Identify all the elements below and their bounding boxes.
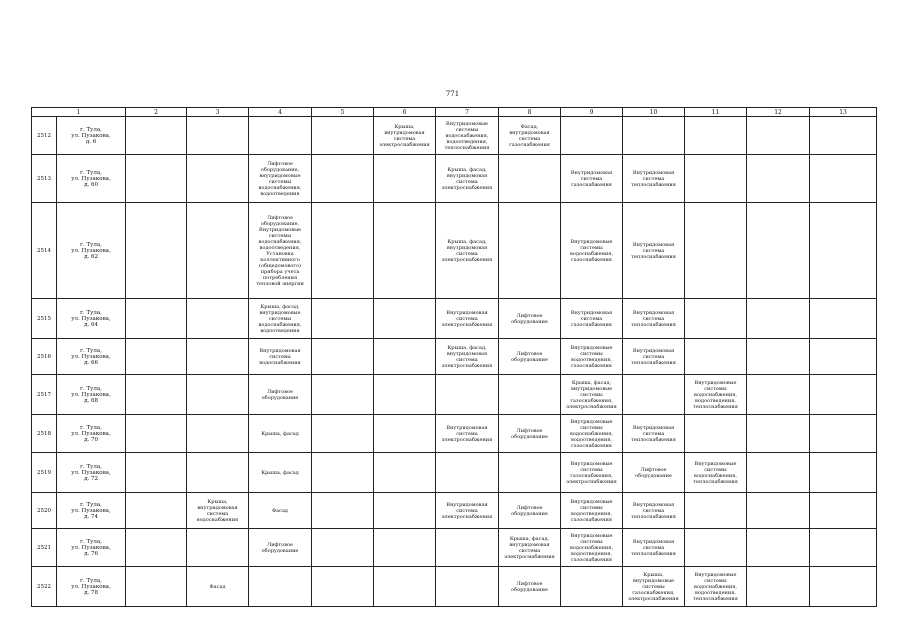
work-type-cell bbox=[623, 339, 685, 375]
work-type-cell bbox=[249, 155, 312, 203]
work-type-text: Внутридомовая система водоснабжения bbox=[259, 347, 301, 366]
column-header: 3 bbox=[187, 108, 249, 117]
work-type-cell bbox=[374, 375, 436, 415]
address-text: г. Тула, ул. Пузакова, д. 60 bbox=[71, 169, 111, 188]
work-type-cell bbox=[312, 339, 374, 375]
work-type-cell bbox=[499, 375, 561, 415]
work-type-text: Лифтовое оборудование bbox=[261, 388, 299, 401]
work-type-text: Внутридомовая система электроснабжения bbox=[441, 309, 493, 328]
repair-schedule-table bbox=[31, 107, 877, 607]
work-type-cell bbox=[685, 155, 747, 203]
work-type-cell bbox=[685, 117, 747, 155]
work-type-text: Внутридомовые системы водоснабжения, теплоснабжения bbox=[693, 460, 738, 485]
table-row bbox=[32, 339, 877, 375]
column-header: 7 bbox=[436, 108, 499, 117]
row-number: 2514 bbox=[32, 203, 57, 299]
work-type-text: Внутридомовая система электроснабжения bbox=[441, 424, 493, 443]
work-type-cell bbox=[312, 375, 374, 415]
work-type-text: Внутридомовые системы водоснабжения, водоотведения, теплоснабжения bbox=[693, 379, 738, 410]
work-type-cell bbox=[747, 567, 810, 607]
work-type-text: Крыша, внутридомовая система водоснабжения bbox=[196, 498, 239, 523]
work-type-cell bbox=[187, 453, 249, 493]
work-type-text: Внутридомовые системы водоснабжения, водоотведения, газоснабжения bbox=[570, 532, 614, 563]
work-type-text: Внутридомовая система теплоснабжения bbox=[631, 424, 676, 443]
address-cell bbox=[57, 493, 126, 529]
work-type-text: Внутридомовая система газоснабжения bbox=[570, 309, 613, 328]
work-type-cell bbox=[436, 493, 499, 529]
work-type-cell bbox=[187, 567, 249, 607]
work-type-cell bbox=[187, 415, 249, 453]
column-header: 6 bbox=[374, 108, 436, 117]
work-type-cell bbox=[187, 529, 249, 567]
work-type-text: Лифтовое оборудование bbox=[511, 427, 548, 440]
work-type-cell bbox=[249, 567, 312, 607]
address-cell bbox=[57, 415, 126, 453]
address-text: г. Тула, ул. Пузакова, д. 64 bbox=[71, 309, 111, 328]
address-cell bbox=[57, 117, 126, 155]
work-type-cell bbox=[187, 299, 249, 339]
work-type-cell bbox=[810, 203, 877, 299]
work-type-cell bbox=[374, 567, 436, 607]
work-type-text: Крыша, внутридомовая система электроснабжения bbox=[379, 123, 430, 148]
table-row bbox=[32, 155, 877, 203]
work-type-cell bbox=[187, 493, 249, 529]
work-type-cell bbox=[436, 299, 499, 339]
work-type-cell bbox=[623, 493, 685, 529]
address-text: г. Тула, ул. Пузакова, д. 68 bbox=[71, 385, 111, 404]
work-type-cell bbox=[436, 415, 499, 453]
address-cell bbox=[57, 529, 126, 567]
work-type-cell bbox=[249, 375, 312, 415]
work-type-cell bbox=[249, 529, 312, 567]
work-type-cell bbox=[436, 529, 499, 567]
work-type-cell bbox=[312, 453, 374, 493]
work-type-cell bbox=[810, 529, 877, 567]
work-type-cell bbox=[685, 339, 747, 375]
address-cell bbox=[57, 299, 126, 339]
work-type-text: Лифтовое оборудование bbox=[261, 541, 299, 554]
work-type-cell bbox=[685, 567, 747, 607]
work-type-cell bbox=[499, 415, 561, 453]
work-type-cell bbox=[187, 339, 249, 375]
work-type-cell bbox=[374, 415, 436, 453]
row-number: 2515 bbox=[32, 299, 57, 339]
address-cell bbox=[57, 375, 126, 415]
work-type-cell bbox=[747, 493, 810, 529]
work-type-cell bbox=[126, 493, 187, 529]
address-text: г. Тула, ул. Пузакова, д. 74 bbox=[71, 501, 111, 520]
work-type-cell bbox=[499, 529, 561, 567]
work-type-cell bbox=[499, 493, 561, 529]
work-type-cell bbox=[561, 493, 623, 529]
column-header: 4 bbox=[249, 108, 312, 117]
work-type-text: Лифтовое оборудование bbox=[511, 580, 548, 593]
work-type-cell bbox=[561, 155, 623, 203]
work-type-cell bbox=[374, 203, 436, 299]
work-type-cell bbox=[810, 155, 877, 203]
row-number: 2520 bbox=[32, 493, 57, 529]
row-number: 2519 bbox=[32, 453, 57, 493]
page-number: 771 bbox=[445, 90, 460, 98]
row-number: 2521 bbox=[32, 529, 57, 567]
column-header: 9 bbox=[561, 108, 623, 117]
work-type-text: Крыша, фасад, внутридомовые системы газоснабжения, электроснабжения bbox=[566, 379, 617, 410]
address-text: г. Тула, ул. Пузакова, д. 78 bbox=[71, 577, 111, 596]
work-type-text: Крыша, фасад, внутридомовая система электроснабжения bbox=[504, 535, 555, 560]
row-number: 2513 bbox=[32, 155, 57, 203]
row-number: 2522 bbox=[32, 567, 57, 607]
work-type-text: Внутридомовая система теплоснабжения bbox=[631, 538, 676, 557]
work-type-cell bbox=[747, 375, 810, 415]
work-type-cell bbox=[623, 567, 685, 607]
address-text: г. Тула, ул. Пузакова, д. 70 bbox=[71, 424, 111, 443]
table-row bbox=[32, 117, 877, 155]
work-type-cell bbox=[499, 567, 561, 607]
work-type-cell bbox=[126, 339, 187, 375]
work-type-text: Крыша, фасад bbox=[261, 430, 299, 437]
work-type-cell bbox=[623, 155, 685, 203]
work-type-cell bbox=[810, 567, 877, 607]
work-type-text: Внутридомовые системы газоснабжения, электроснабжения bbox=[566, 460, 617, 485]
work-type-cell bbox=[623, 453, 685, 493]
work-type-cell bbox=[561, 375, 623, 415]
work-type-cell bbox=[623, 415, 685, 453]
work-type-cell bbox=[810, 339, 877, 375]
table-row bbox=[32, 453, 877, 493]
work-type-cell bbox=[747, 453, 810, 493]
work-type-cell bbox=[561, 529, 623, 567]
work-type-cell bbox=[499, 203, 561, 299]
address-cell bbox=[57, 567, 126, 607]
work-type-cell bbox=[187, 155, 249, 203]
work-type-text: Внутридомовая система теплоснабжения bbox=[631, 347, 676, 366]
column-header: 10 bbox=[623, 108, 685, 117]
work-type-cell bbox=[312, 299, 374, 339]
work-type-cell bbox=[126, 117, 187, 155]
work-type-text: Лифтовое оборудование, Внутридомовые системы водоснабжения, водоотведения, Установка коллективного (общедомового) прибора учета потребления тепловой энергии bbox=[256, 214, 304, 287]
work-type-cell bbox=[436, 375, 499, 415]
work-type-text: Крыша, фасад, внутридомовая система электроснабжения bbox=[441, 344, 493, 369]
work-type-cell bbox=[249, 117, 312, 155]
column-header: 11 bbox=[685, 108, 747, 117]
work-type-text: Внутридомовые системы водоснабжения, газоснабжения bbox=[570, 238, 614, 263]
work-type-cell bbox=[561, 415, 623, 453]
work-type-text: Внутридомовые системы водоснабжения, водоотведения, теплоснабжения bbox=[693, 571, 738, 602]
work-type-cell bbox=[374, 155, 436, 203]
work-type-cell bbox=[685, 299, 747, 339]
work-type-cell bbox=[747, 529, 810, 567]
work-type-text: Внутридомовые системы водоснабжения, водоотведения, теплоснабжения bbox=[444, 120, 490, 151]
work-type-text: Внутридомовые системы водоснабжения, водоотведения, газоснабжения bbox=[570, 418, 614, 449]
work-type-cell bbox=[249, 299, 312, 339]
work-type-cell bbox=[561, 453, 623, 493]
column-header: 5 bbox=[312, 108, 374, 117]
work-type-cell bbox=[499, 299, 561, 339]
work-type-cell bbox=[747, 415, 810, 453]
column-header: 13 bbox=[810, 108, 877, 117]
table-row bbox=[32, 415, 877, 453]
column-header: 2 bbox=[126, 108, 187, 117]
work-type-cell bbox=[187, 203, 249, 299]
work-type-cell bbox=[126, 299, 187, 339]
work-type-cell bbox=[374, 117, 436, 155]
work-type-cell bbox=[312, 415, 374, 453]
address-text: г. Тула, ул. Пузакова, д. 66 bbox=[71, 347, 111, 366]
work-type-cell bbox=[126, 203, 187, 299]
work-type-cell bbox=[249, 339, 312, 375]
work-type-cell bbox=[810, 493, 877, 529]
work-type-cell bbox=[499, 117, 561, 155]
work-type-cell bbox=[810, 299, 877, 339]
work-type-text: Лифтовое оборудование bbox=[511, 504, 548, 517]
work-type-cell bbox=[747, 203, 810, 299]
work-type-cell bbox=[561, 567, 623, 607]
work-type-cell bbox=[685, 493, 747, 529]
work-type-text: Внутридомовая система электроснабжения bbox=[441, 501, 493, 520]
work-type-cell bbox=[436, 567, 499, 607]
work-type-text: Крыша, внутридомовые системы газоснабжения, электроснабжения bbox=[628, 571, 679, 602]
work-type-cell bbox=[747, 339, 810, 375]
work-type-text: Лифтовое оборудование, внутридомовые системы водоснабжения, водоотведения bbox=[258, 160, 302, 197]
table-row bbox=[32, 299, 877, 339]
row-number: 2517 bbox=[32, 375, 57, 415]
work-type-cell bbox=[126, 375, 187, 415]
table-row bbox=[32, 375, 877, 415]
address-text: г. Тула, ул. Пузакова, д. 72 bbox=[71, 463, 111, 482]
work-type-cell bbox=[561, 203, 623, 299]
work-type-cell bbox=[249, 415, 312, 453]
work-type-cell bbox=[810, 453, 877, 493]
address-cell bbox=[57, 155, 126, 203]
work-type-cell bbox=[561, 117, 623, 155]
work-type-text: Крыша, фасад, внутридомовая система электроснабжения bbox=[441, 238, 493, 263]
work-type-text: Внутридомовые системы водоотведения, газоснабжения bbox=[570, 498, 613, 523]
work-type-cell bbox=[436, 453, 499, 493]
work-type-cell bbox=[685, 453, 747, 493]
row-number: 2516 bbox=[32, 339, 57, 375]
work-type-cell bbox=[499, 339, 561, 375]
work-type-cell bbox=[436, 117, 499, 155]
work-type-cell bbox=[249, 203, 312, 299]
work-type-cell bbox=[126, 415, 187, 453]
work-type-cell bbox=[810, 117, 877, 155]
table-row bbox=[32, 529, 877, 567]
work-type-cell bbox=[623, 203, 685, 299]
work-type-cell bbox=[374, 299, 436, 339]
work-type-cell bbox=[747, 299, 810, 339]
work-type-cell bbox=[126, 453, 187, 493]
work-type-cell bbox=[685, 375, 747, 415]
work-type-text: Фасад, внутридомовая система газоснабжения bbox=[509, 123, 550, 148]
column-header: 12 bbox=[747, 108, 810, 117]
work-type-cell bbox=[312, 117, 374, 155]
work-type-cell bbox=[126, 155, 187, 203]
work-type-text: Лифтовое оборудование bbox=[635, 466, 672, 479]
work-type-cell bbox=[747, 117, 810, 155]
work-type-cell bbox=[499, 155, 561, 203]
work-type-cell bbox=[187, 375, 249, 415]
row-number: 2512 bbox=[32, 117, 57, 155]
work-type-cell bbox=[374, 493, 436, 529]
work-type-cell bbox=[685, 415, 747, 453]
work-type-cell bbox=[249, 453, 312, 493]
work-type-cell bbox=[623, 375, 685, 415]
work-type-text: Внутридомовая система теплоснабжения bbox=[631, 241, 676, 260]
work-type-cell bbox=[623, 117, 685, 155]
work-type-cell bbox=[436, 155, 499, 203]
work-type-cell bbox=[623, 299, 685, 339]
work-type-cell bbox=[374, 339, 436, 375]
work-type-cell bbox=[249, 493, 312, 529]
work-type-text: Крыша, фасад, внутридомовые системы водоснабжения, водоотведения bbox=[258, 303, 302, 334]
work-type-cell bbox=[810, 415, 877, 453]
work-type-cell bbox=[374, 453, 436, 493]
table-row bbox=[32, 203, 877, 299]
table-row bbox=[32, 493, 877, 529]
work-type-cell bbox=[747, 155, 810, 203]
work-type-cell bbox=[374, 529, 436, 567]
work-type-cell bbox=[312, 493, 374, 529]
work-type-text: Фасад bbox=[209, 583, 226, 590]
table-body bbox=[32, 117, 877, 607]
address-text: г. Тула, ул. Пузакова, д. 76 bbox=[71, 538, 111, 557]
column-number-row bbox=[32, 108, 877, 117]
work-type-text: Крыша, фасад bbox=[261, 469, 299, 476]
work-type-text: Внутридомовая система теплоснабжения bbox=[631, 501, 676, 520]
work-type-cell bbox=[187, 117, 249, 155]
work-type-cell bbox=[126, 567, 187, 607]
work-type-text: Крыша, фасад, внутридомовая система электроснабжения bbox=[441, 166, 493, 191]
work-type-text: Лифтовое оборудование bbox=[511, 312, 548, 325]
column-header: 1 bbox=[32, 108, 126, 117]
table-row bbox=[32, 567, 877, 607]
row-number: 2518 bbox=[32, 415, 57, 453]
work-type-cell bbox=[126, 529, 187, 567]
address-cell bbox=[57, 203, 126, 299]
work-type-cell bbox=[436, 339, 499, 375]
work-type-cell bbox=[436, 203, 499, 299]
work-type-cell bbox=[312, 529, 374, 567]
work-type-cell bbox=[685, 529, 747, 567]
work-type-text: Внутридомовая система теплоснабжения bbox=[631, 309, 676, 328]
work-type-cell bbox=[561, 299, 623, 339]
work-type-cell bbox=[312, 567, 374, 607]
address-cell bbox=[57, 339, 126, 375]
work-type-text: Внутридомовая система теплоснабжения bbox=[631, 169, 676, 188]
work-type-cell bbox=[810, 375, 877, 415]
work-type-cell bbox=[561, 339, 623, 375]
work-type-cell bbox=[685, 203, 747, 299]
address-cell bbox=[57, 453, 126, 493]
work-type-text: Внутридомовые системы водоотведения, газоснабжения bbox=[570, 344, 613, 369]
work-type-cell bbox=[312, 203, 374, 299]
address-text: г. Тула, ул. Пузакова, д. 62 bbox=[71, 241, 111, 260]
work-type-cell bbox=[623, 529, 685, 567]
work-type-cell bbox=[312, 155, 374, 203]
work-type-text: Внутридомовая система газоснабжения bbox=[570, 169, 613, 188]
column-header: 8 bbox=[499, 108, 561, 117]
work-type-cell bbox=[499, 453, 561, 493]
work-type-text: Лифтовое оборудование bbox=[511, 350, 548, 363]
address-text: г. Тула, ул. Пузакова, д. 6 bbox=[71, 126, 111, 145]
work-type-text: Фасад bbox=[272, 507, 289, 514]
